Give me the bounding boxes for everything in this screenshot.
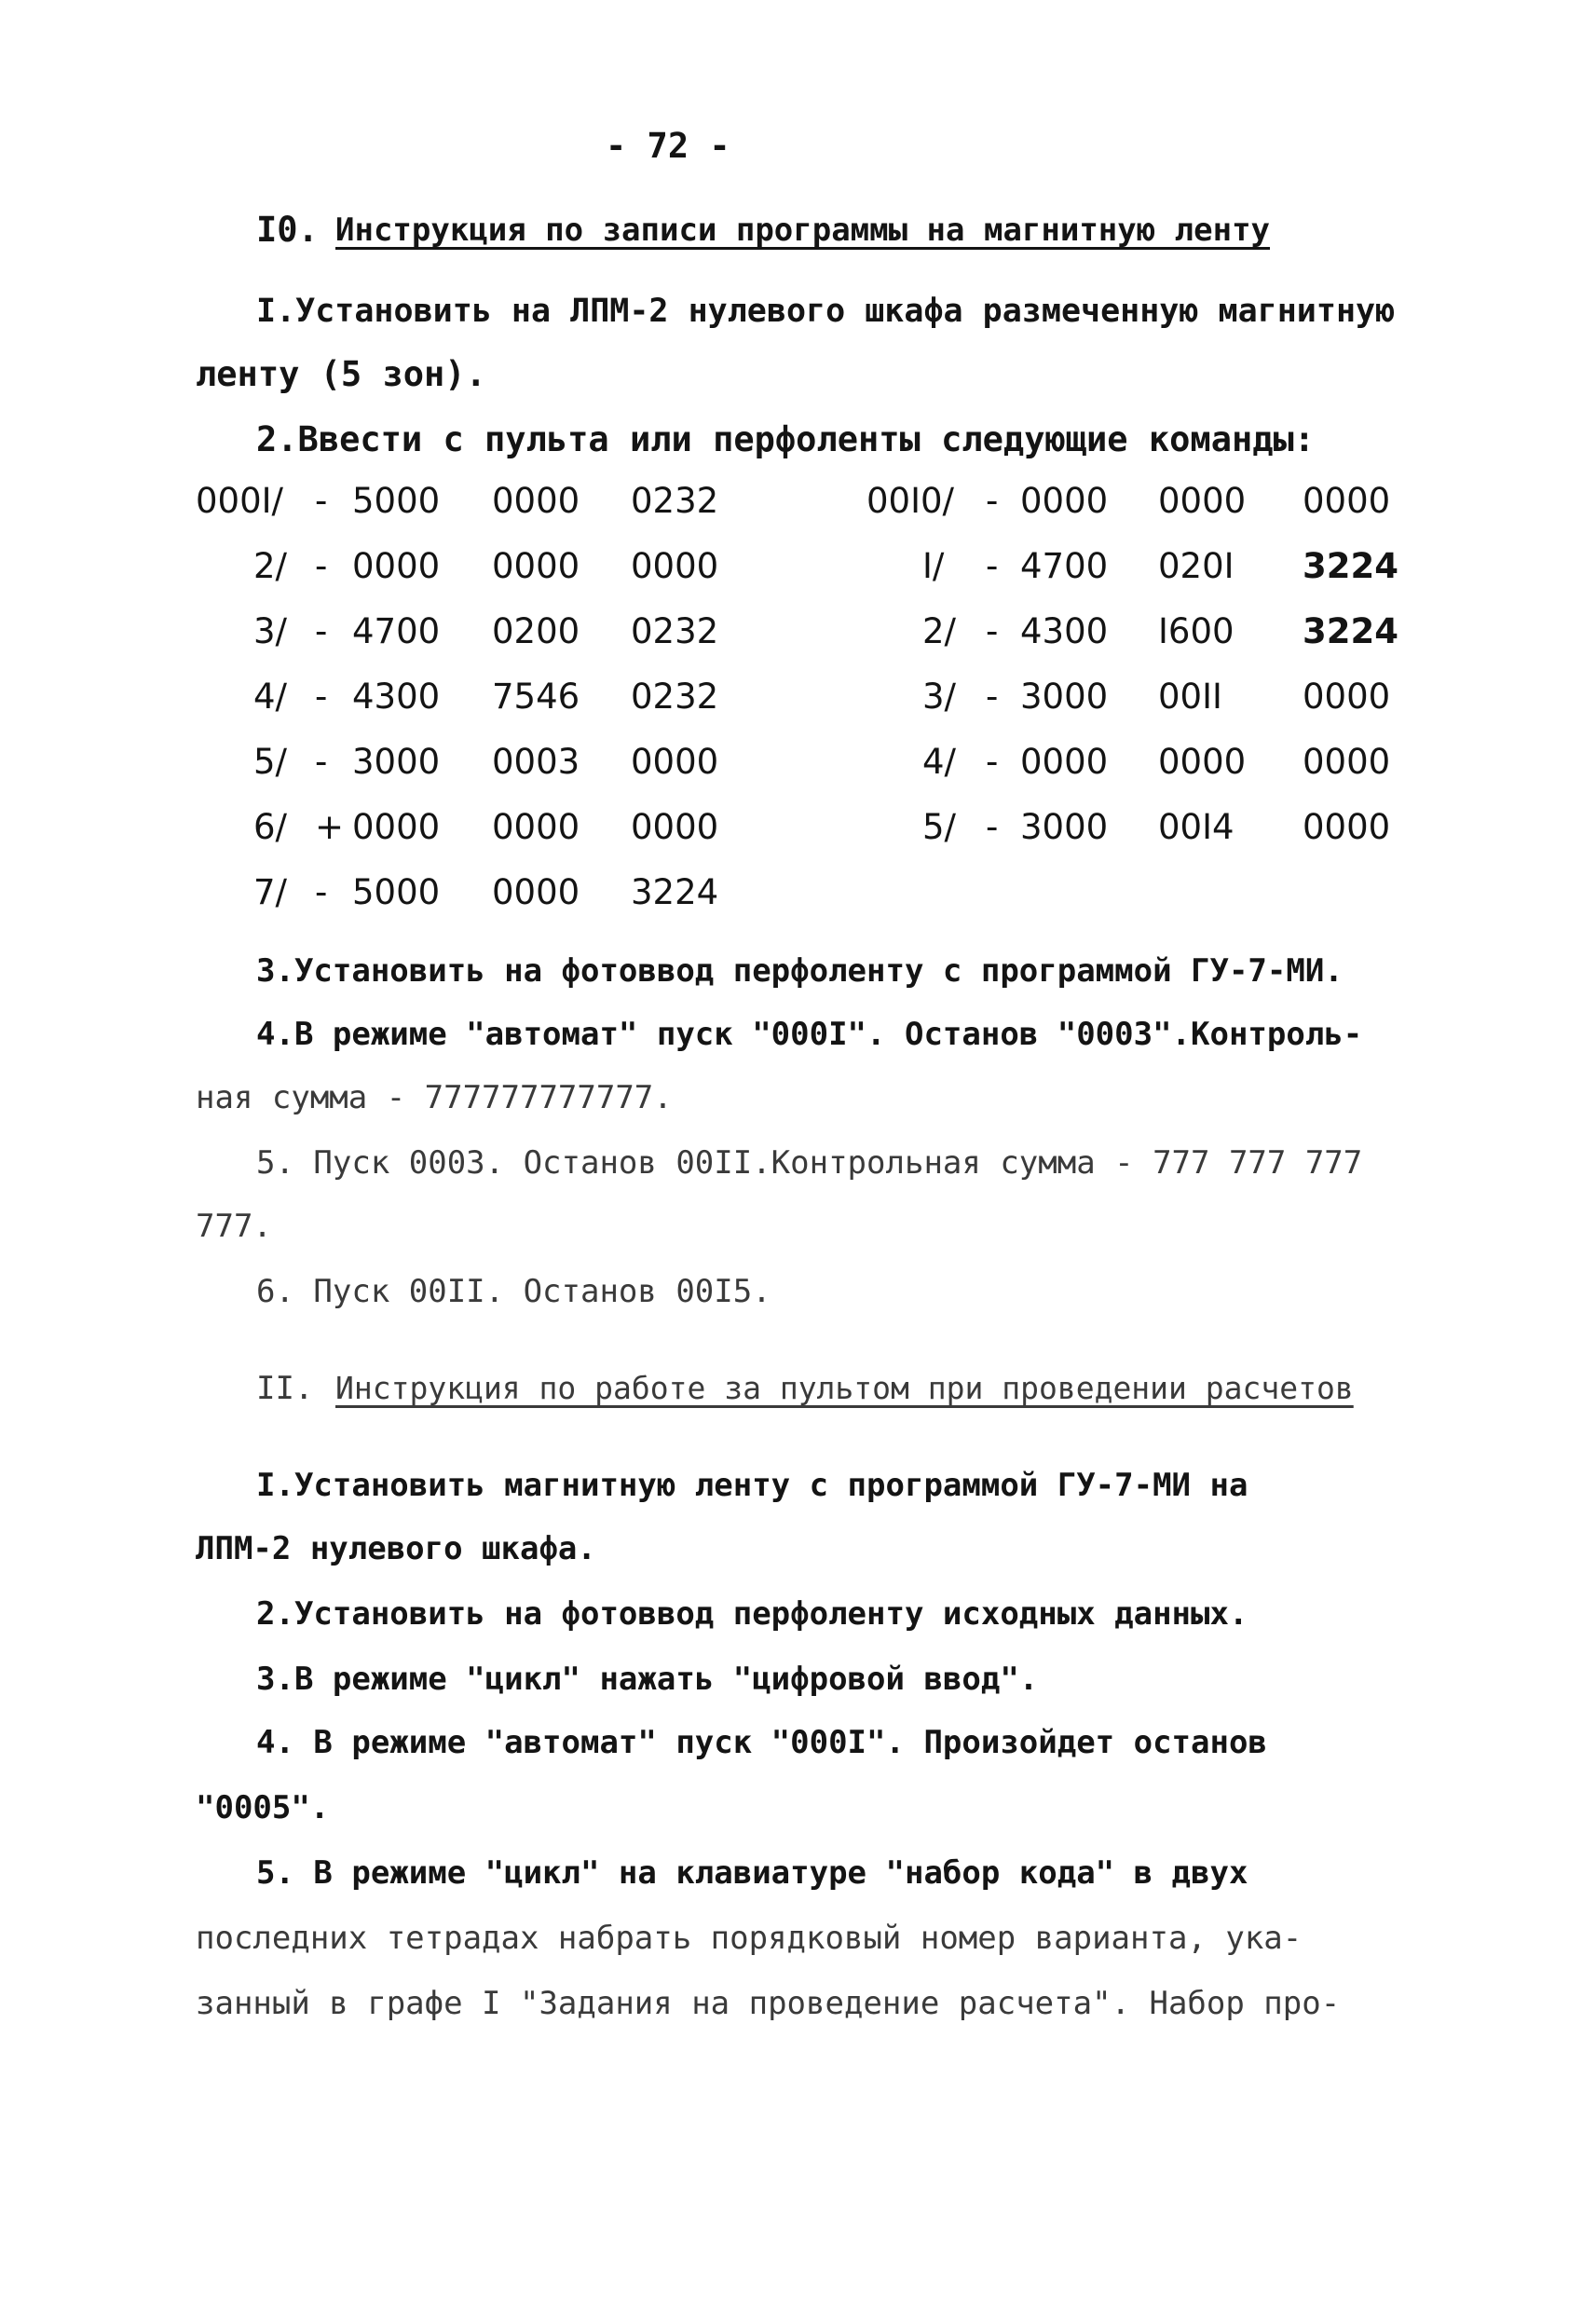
command-field-1: 3000 [1020,807,1109,847]
command-address: 5/ [922,807,957,847]
command-field-3: 0000 [1303,742,1391,782]
s10-step6: 6. Пуск 00II. Останов 00I5. [256,1273,771,1310]
s10-step3: 3.Установить на фотоввод перфоленту с программой ГУ-7-МИ. [256,952,1344,990]
command-sign: - [986,807,999,847]
command-field-1: 0000 [352,546,441,586]
command-field-1: 0000 [1020,742,1109,782]
command-address: 00I0/ [866,481,954,521]
command-address: 7/ [253,872,288,912]
command-field-1: 3000 [352,742,441,782]
s10-step4-line1: 4.В режиме "автомат" пуск "000I". Останов "0003".Контроль- [256,1016,1363,1053]
command-sign: + [315,807,345,847]
s11-step5-line2: последних тетрадах набрать порядковый номер варианта, ука- [196,1920,1303,1957]
command-field-1: 5000 [352,872,441,912]
command-sign: - [315,742,328,782]
command-sign: - [315,546,328,586]
command-field-2: 0000 [1158,481,1247,521]
s10-step5-line1: 5. Пуск 0003. Останов 00II.Контрольная сумма - 777 777 777 [256,1144,1363,1182]
command-address: 2/ [253,546,288,586]
s10-step4-line2: ная сумма - 777777777777. [196,1079,673,1116]
s11-step5-line1: 5. В режиме "цикл" на клавиатуре "набор кода" в двух [256,1854,1248,1892]
command-sign: - [986,611,999,651]
command-sign: - [315,481,328,521]
command-field-3: 3224 [631,872,719,912]
command-field-2: 0003 [492,742,580,782]
s11-step3: 3.В режиме "цикл" нажать "цифровой ввод". [256,1661,1039,1698]
command-field-1: 4300 [352,677,441,717]
command-field-2: 0000 [1158,742,1247,782]
command-address: 2/ [922,611,957,651]
s10-step1-line1: I.Установить на ЛПМ-2 нулевого шкафа размеченную магнитную [256,293,1396,330]
command-field-1: 4700 [1020,546,1109,586]
s11-step5-line3: занный в графе I "Задания на проведение расчета". Набор про- [196,1985,1341,2022]
command-field-1: 0000 [1020,481,1109,521]
command-field-3: 3224 [1303,546,1398,586]
s11-step2: 2.Установить на фотоввод перфоленту исходных данных. [256,1595,1248,1633]
command-field-2: I600 [1158,611,1235,651]
s11-step1-line1: I.Установить магнитную ленту с программой ГУ-7-МИ на [256,1467,1248,1504]
section-10-number: I0. [256,210,319,250]
command-field-1: 4700 [352,611,441,651]
command-field-2: 0000 [492,807,580,847]
command-field-1: 4300 [1020,611,1109,651]
command-sign: - [986,742,999,782]
command-address: 3/ [253,611,288,651]
command-field-3: 0000 [1303,677,1391,717]
command-field-3: 0000 [631,546,719,586]
command-sign: - [986,546,999,586]
command-field-1: 3000 [1020,677,1109,717]
command-sign: - [315,611,328,651]
command-sign: - [315,872,328,912]
command-field-2: 00I4 [1158,807,1235,847]
command-address: 5/ [253,742,288,782]
page-number: - 72 - [606,126,730,166]
command-field-3: 0000 [631,742,719,782]
command-field-1: 0000 [352,807,441,847]
command-field-2: 0200 [492,611,580,651]
command-field-2: 020I [1158,546,1235,586]
command-field-3: 3224 [1303,611,1398,651]
section-11-number: II. [256,1370,314,1407]
command-field-3: 0000 [1303,807,1391,847]
command-field-2: 0000 [492,546,580,586]
command-address: 000I/ [196,481,283,521]
command-field-3: 0232 [631,481,719,521]
command-field-3: 0000 [1303,481,1391,521]
section-11-title: Инструкция по работе за пультом при проведении расчетов [335,1370,1354,1406]
command-field-2: 7546 [492,677,580,717]
command-address: 3/ [922,677,957,717]
command-address: 6/ [253,807,288,847]
s10-step5-line2: 777. [196,1208,272,1245]
s11-step4-line2: "0005". [196,1789,330,1826]
s10-step1-line2: ленту (5 зон). [196,354,486,394]
s10-step2: 2.Ввести с пульта или перфоленты следующие команды: [256,419,1316,459]
command-field-2: 0000 [492,481,580,521]
command-sign: - [315,677,328,717]
s11-step4-line1: 4. В режиме "автомат" пуск "000I". Произойдет останов [256,1724,1267,1761]
command-field-2: 00II [1158,677,1222,717]
command-field-2: 0000 [492,872,580,912]
command-field-3: 0000 [631,807,719,847]
command-address: 4/ [922,742,957,782]
command-field-1: 5000 [352,481,441,521]
command-sign: - [986,677,999,717]
command-address: 4/ [253,677,288,717]
command-sign: - [986,481,999,521]
command-field-3: 0232 [631,611,719,651]
command-field-3: 0232 [631,677,719,717]
command-address: I/ [922,546,945,586]
s11-step1-line2: ЛПМ-2 нулевого шкафа. [196,1530,596,1567]
section-10-title: Инструкция по записи программы на магнитную ленту [335,212,1271,249]
